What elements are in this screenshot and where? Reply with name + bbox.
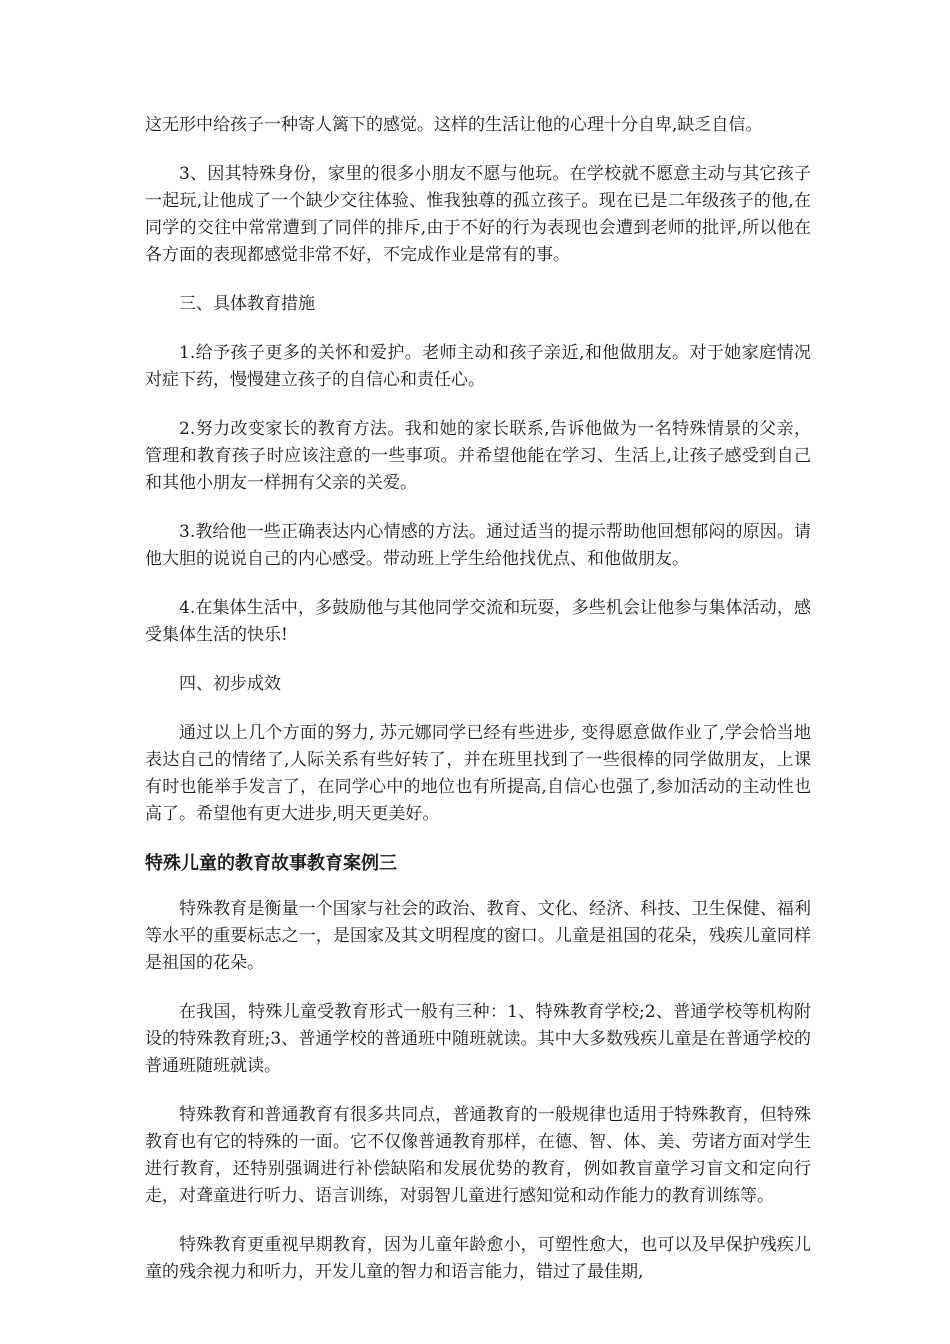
paragraph-continued: 这无形中给孩子一种寄人篱下的感觉。这样的生活让他的心理十分自卑,缺乏自信。: [145, 115, 763, 135]
paragraph-comparison: 特殊教育和普通教育有很多共同点，普通教育的一般规律也适用于特殊教育，但特殊教育也有它的特殊的一面。它不仅像普通教育那样，在德、智、体、美、劳诸方面对学生进行教育，还特别强调进行补偿缺陷和发展优势的教育，例如教盲童学习盲文和定向行走，对聋童进行听力、语言训练，对弱智儿童进行感知觉和动作能力的教育训练等。: [145, 1105, 811, 1206]
paragraph-forms: 在我国，特殊儿童受教育形式一般有三种：1、特殊教育学校;2、普通学校等机构附设的特殊教育班;3、普通学校的普通班中随班就读。其中大多数残疾儿童是在普通学校的普通班随班就读。: [145, 1002, 811, 1076]
paragraph-measure-3: 3.教给他一些正确表达内心情感的方法。通过适当的提示帮助他回想郁闷的原因。请他大胆的说说自己的内心感受。带动班上学生给他找优点、和他做朋友。: [145, 522, 811, 569]
paragraph-item-3: 3、因其特殊身份，家里的很多小朋友不愿与他玩。在学校就不愿意主动与其它孩子一起玩,让他成了一个缺少交往体验、惟我独尊的孤立孩子。现在已是二年级孩子的他,在同学的交往中常常遭到了同伴的排斥,由于不好的行为表现也会遭到老师的批评,所以他在各方面的表现都感觉非常不好，不完成作业是常有的事。: [145, 164, 811, 265]
section-title: 特殊儿童的教育故事教育案例三: [145, 853, 397, 874]
paragraph-measure-4: 4.在集体生活中，多鼓励他与其他同学交流和玩耍，多些机会让他参与集体活动，感受集体生活的快乐!: [145, 598, 811, 645]
paragraph-results: 通过以上几个方面的努力, 苏元娜同学已经有些进步, 变得愿意做作业了,学会恰当地表达自己的情绪了,人际关系有些好转了，并在班里找到了一些很棒的同学做朋友，上课有时也能举手发言了，在同学心中的地位也有所提高,自信心也强了,参加活动的主动性也高了。希望他有更大进步,明天更美好。: [145, 723, 811, 824]
paragraph-measure-2: 2.努力改变家长的教育方法。我和她的家长联系,告诉他做为一名特殊情景的父亲，管理和教育孩子时应该注意的一些事项。并希望他能在学习、生活上,让孩子感受到自己和其他小朋友一样拥有父亲的关爱。: [145, 419, 811, 493]
paragraph-early-education: 特殊教育更重视早期教育，因为儿童年龄愈小，可塑性愈大，也可以及早保护残疾儿童的残余视力和听力，开发儿童的智力和语言能力，错过了最佳期,: [145, 1235, 811, 1282]
paragraph-intro: 特殊教育是衡量一个国家与社会的政治、教育、文化、经济、科技、卫生保健、福利等水平的重要标志之一，是国家及其文明程度的窗口。儿童是祖国的花朵，残疾儿童同样是祖国的花朵。: [145, 899, 811, 973]
subheading-results: 四、初步成效: [179, 674, 281, 694]
subheading-measures: 三、具体教育措施: [179, 294, 315, 314]
document-page: [145, 112, 811, 1308]
paragraph-measure-1: 1.给予孩子更多的关怀和爱护。老师主动和孩子亲近,和他做朋友。对于她家庭情况对症下药，慢慢建立孩子的自信心和责任心。: [145, 343, 811, 390]
